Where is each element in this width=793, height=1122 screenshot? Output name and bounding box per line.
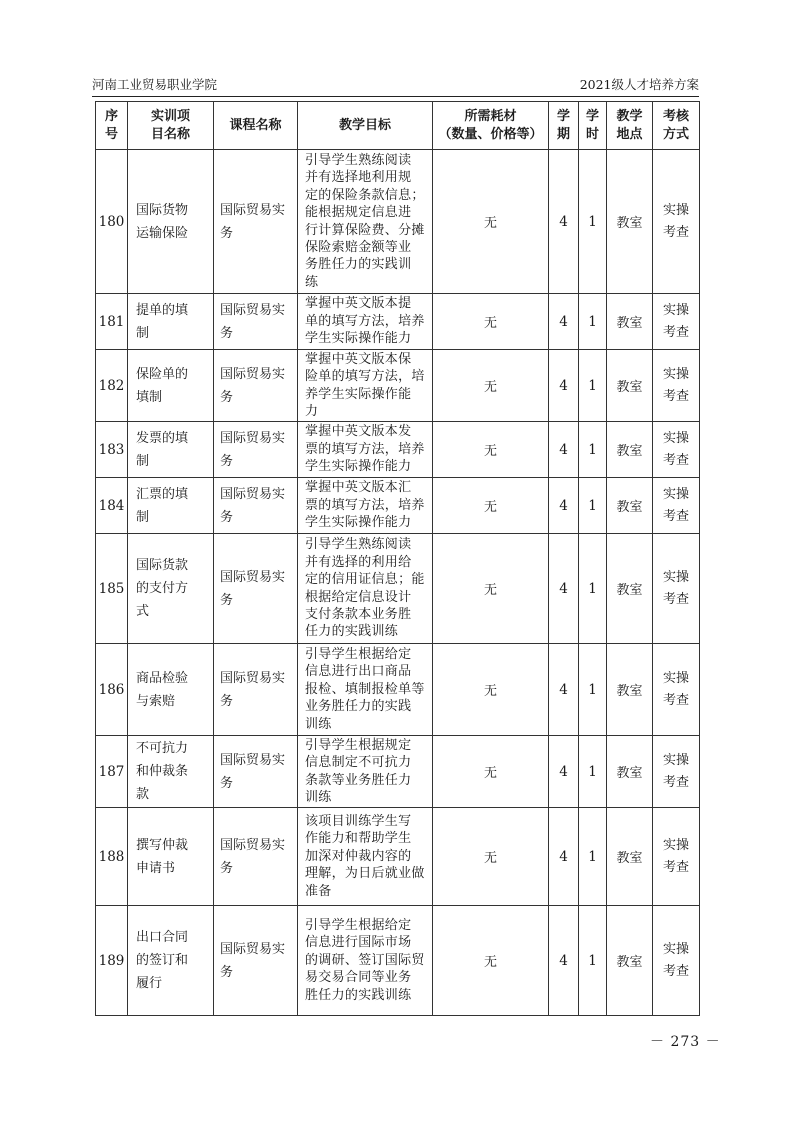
project-name-cell: 不可抗力 和仲裁条 款 [128,736,214,808]
hours-cell: 1 [579,808,607,906]
course-name-cell: 国际贸易实 务 [214,808,298,906]
column-header-hours: 学 时 [579,102,607,150]
materials-cell: 无 [433,906,549,1016]
table-row [96,478,700,534]
course-name-cell: 国际贸易实 务 [214,294,298,350]
table-row [96,150,700,294]
project-name-cell: 汇票的填 制 [128,478,214,534]
course-name-cell: 国际贸易实 务 [214,350,298,422]
location-cell: 教室 [607,808,653,906]
materials-cell: 无 [433,478,549,534]
semester-cell: 4 [549,150,579,294]
row-number-cell: 187 [96,736,128,808]
table-row [96,422,700,478]
project-name-cell: 国际货物 运输保险 [128,150,214,294]
hours-cell: 1 [579,906,607,1016]
teaching-goal-cell: 掌握中英文版本保 险单的填写方法，培 养学生实际操作能 力 [298,350,433,422]
document-title: 2021级人才培养方案 [579,77,699,92]
column-header-location: 教学 地点 [607,102,653,150]
teaching-goal-cell: 引导学生根据给定 信息进行国际市场 的调研、签订国际贸 易交易合同等业务 胜任力的实践训练 [298,906,433,1016]
assessment-method-cell: 实操 考查 [653,534,700,644]
materials-cell: 无 [433,150,549,294]
assessment-method-cell: 实操 考查 [653,150,700,294]
semester-cell: 4 [549,294,579,350]
semester-cell: 4 [549,422,579,478]
hours-cell: 1 [579,478,607,534]
course-name-cell: 国际贸易实 务 [214,736,298,808]
course-name-cell: 国际贸易实 务 [214,534,298,644]
assessment-method-cell: 实操 考查 [653,644,700,736]
project-name-cell: 发票的填 制 [128,422,214,478]
assessment-method-cell: 实操 考查 [653,350,700,422]
project-name-cell: 国际货款 的支付方 式 [128,534,214,644]
school-name: 河南工业贸易职业学院 [92,77,218,92]
course-name-cell: 国际贸易实 务 [214,644,298,736]
project-name-cell: 提单的填 制 [128,294,214,350]
page-header [92,76,699,94]
table-row [96,906,700,1016]
hours-cell: 1 [579,644,607,736]
project-name-cell: 商品检验 与索赔 [128,644,214,736]
table-row [96,644,700,736]
materials-cell: 无 [433,350,549,422]
column-header-teaching-goal: 教学目标 [298,102,433,150]
table-row [96,294,700,350]
teaching-goal-cell: 引导学生根据规定 信息制定不可抗力 条款等业务胜任力 训练 [298,736,433,808]
row-number-cell: 182 [96,350,128,422]
semester-cell: 4 [549,350,579,422]
column-header-course-name: 课程名称 [214,102,298,150]
teaching-goal-cell: 掌握中英文版本提 单的填写方法，培养 学生实际操作能力 [298,294,433,350]
table-row [96,534,700,644]
materials-cell: 无 [433,736,549,808]
teaching-goal-cell: 掌握中英文版本汇 票的填写方法，培养 学生实际操作能力 [298,478,433,534]
materials-cell: 无 [433,644,549,736]
location-cell: 教室 [607,422,653,478]
location-cell: 教室 [607,150,653,294]
course-name-cell: 国际贸易实 务 [214,150,298,294]
column-header-project-name: 实训项 目名称 [128,102,214,150]
header-rule [92,96,699,97]
semester-cell: 4 [549,478,579,534]
materials-cell: 无 [433,422,549,478]
table-row [96,736,700,808]
location-cell: 教室 [607,294,653,350]
teaching-goal-cell: 掌握中英文版本发 票的填写方法，培养 学生实际操作能力 [298,422,433,478]
project-name-cell: 保险单的 填制 [128,350,214,422]
location-cell: 教室 [607,350,653,422]
column-header-assessment: 考核 方式 [653,102,700,150]
hours-cell: 1 [579,736,607,808]
project-name-cell: 出口合同 的签订和 履行 [128,906,214,1016]
teaching-goal-cell: 引导学生熟练阅读 并有选择地利用规 定的保险条款信息； 能根据规定信息进 行计算保险费、分摊 保险索赔金额等业 务胜任力的实践训 练 [298,150,433,294]
table-header-row [96,102,700,150]
assessment-method-cell: 实操 考查 [653,906,700,1016]
teaching-goal-cell: 该项目训练学生写 作能力和帮助学生 加深对仲裁内容的 理解，为日后就业做 准备 [298,808,433,906]
assessment-method-cell: 实操 考查 [653,478,700,534]
location-cell: 教室 [607,736,653,808]
assessment-method-cell: 实操 考查 [653,736,700,808]
course-name-cell: 国际贸易实 务 [214,422,298,478]
project-name-cell: 撰写仲裁 申请书 [128,808,214,906]
row-number-cell: 184 [96,478,128,534]
table-row [96,808,700,906]
column-header-materials: 所需耗材 （数量、价格等） [433,102,549,150]
semester-cell: 4 [549,534,579,644]
location-cell: 教室 [607,644,653,736]
materials-cell: 无 [433,534,549,644]
course-name-cell: 国际贸易实 务 [214,906,298,1016]
teaching-goal-cell: 引导学生熟练阅读 并有选择的利用给 定的信用证信息；能 根据给定信息设计 支付条款本业务胜 任力的实践训练 [298,534,433,644]
materials-cell: 无 [433,294,549,350]
column-header-number: 序 号 [96,102,128,150]
assessment-method-cell: 实操 考查 [653,294,700,350]
semester-cell: 4 [549,906,579,1016]
table-row [96,350,700,422]
row-number-cell: 188 [96,808,128,906]
row-number-cell: 186 [96,644,128,736]
hours-cell: 1 [579,534,607,644]
assessment-method-cell: 实操 考查 [653,422,700,478]
column-header-semester: 学 期 [549,102,579,150]
row-number-cell: 189 [96,906,128,1016]
semester-cell: 4 [549,736,579,808]
hours-cell: 1 [579,422,607,478]
hours-cell: 1 [579,150,607,294]
semester-cell: 4 [549,644,579,736]
course-name-cell: 国际贸易实 务 [214,478,298,534]
location-cell: 教室 [607,478,653,534]
row-number-cell: 185 [96,534,128,644]
row-number-cell: 181 [96,294,128,350]
hours-cell: 1 [579,350,607,422]
row-number-cell: 183 [96,422,128,478]
page-number: － 273 － [650,1034,721,1050]
location-cell: 教室 [607,906,653,1016]
semester-cell: 4 [549,808,579,906]
row-number-cell: 180 [96,150,128,294]
teaching-goal-cell: 引导学生根据给定 信息进行出口商品 报检、填制报检单等 业务胜任力的实践 训练 [298,644,433,736]
training-project-table [95,101,700,1016]
materials-cell: 无 [433,808,549,906]
assessment-method-cell: 实操 考查 [653,808,700,906]
location-cell: 教室 [607,534,653,644]
hours-cell: 1 [579,294,607,350]
